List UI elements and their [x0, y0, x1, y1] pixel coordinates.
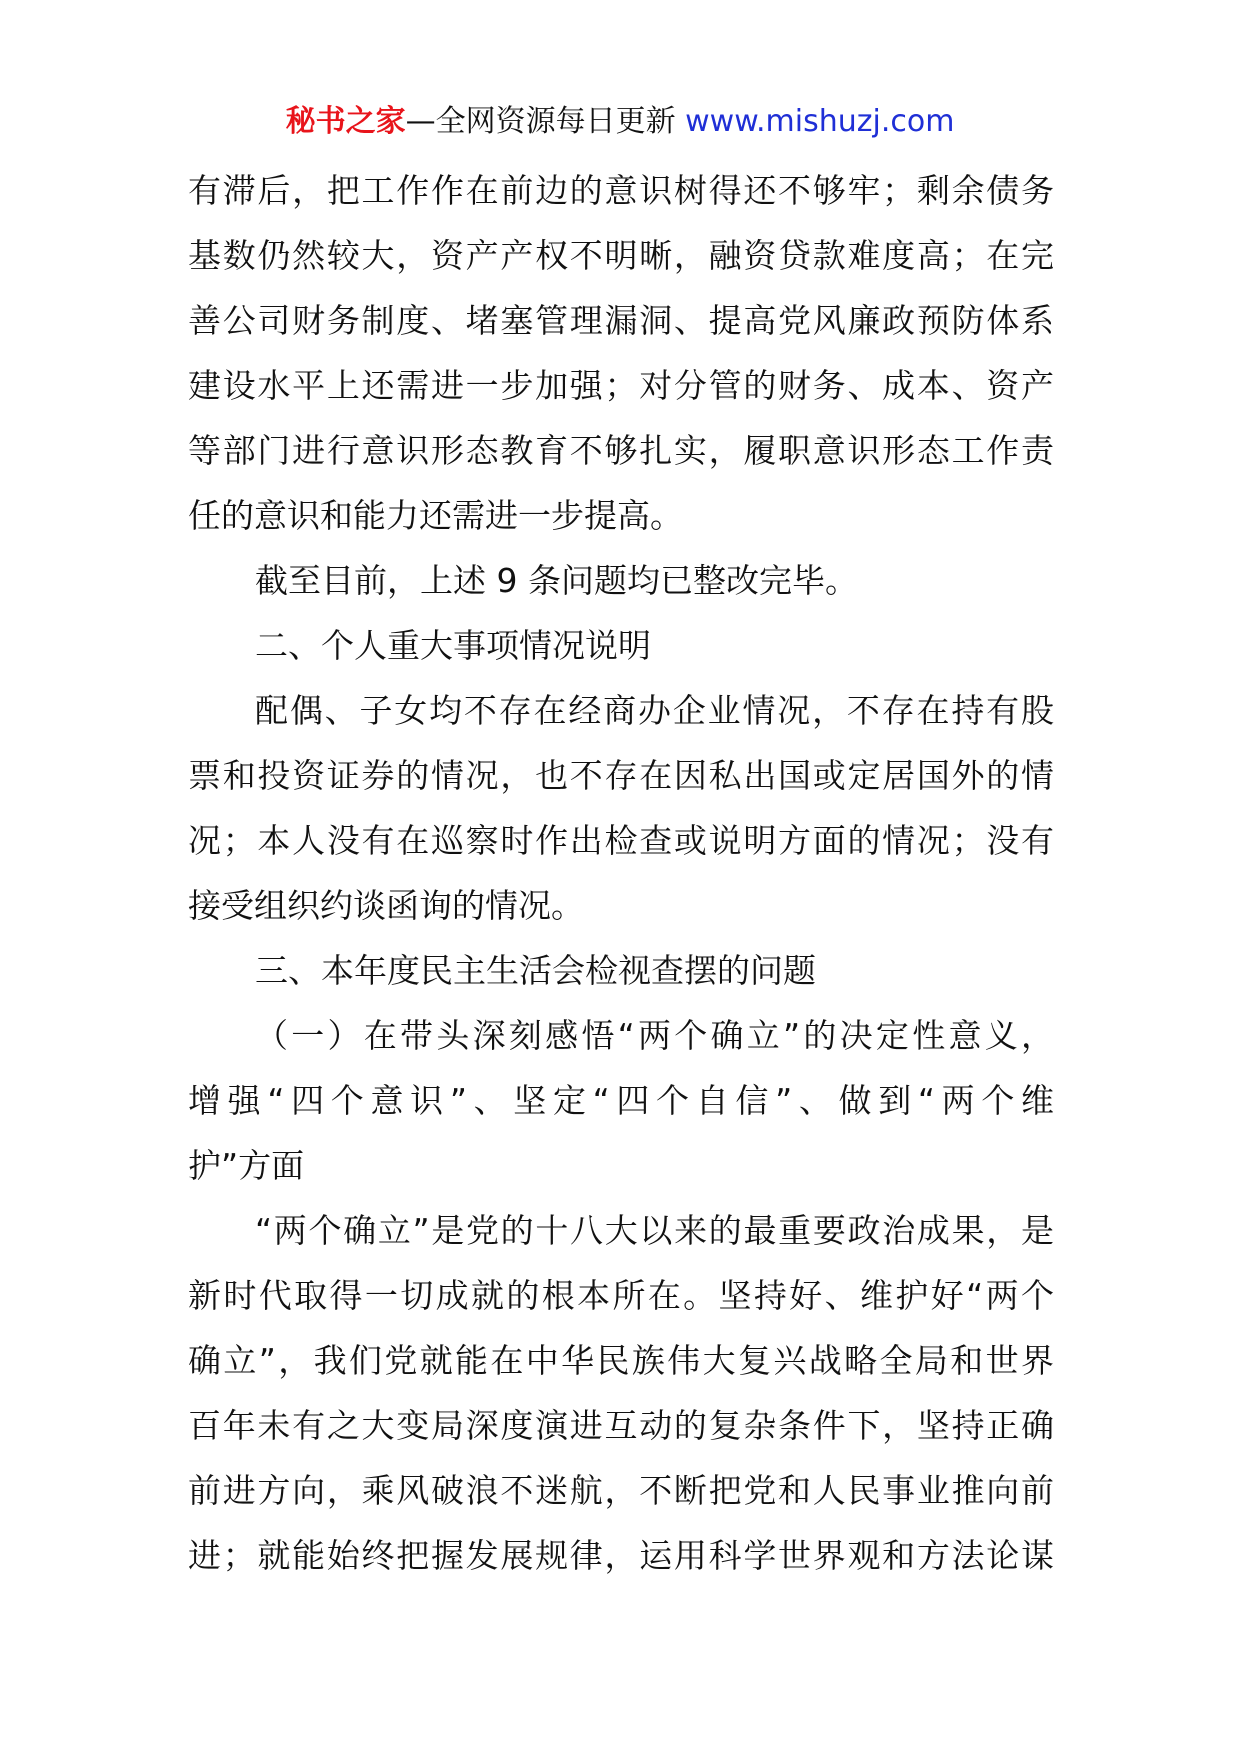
text-line: 进；就能始终把握发展规律，运用科学世界观和方法论谋 — [188, 1536, 1054, 1575]
text-line: 新时代取得一切成就的根本所在。坚持好、维护好“两个 — [188, 1276, 1054, 1315]
text-line: 等部门进行意识形态教育不够扎实，履职意识形态工作责 — [188, 431, 1054, 470]
text-line: 接受组织约谈函询的情况。 — [188, 886, 584, 925]
paragraph — [188, 548, 1054, 613]
paragraph — [188, 1198, 1054, 1588]
text-line: 百年未有之大变局深度演进互动的复杂条件下，坚持正确 — [188, 1406, 1054, 1445]
text-line: 况；本人没有在巡察时作出检查或说明方面的情况；没有 — [188, 821, 1054, 860]
text-line: 建设水平上还需进一步加强；对分管的财务、成本、资产 — [188, 366, 1054, 405]
text-line: 截至目前，上述 9 条问题均已整改完毕。 — [255, 561, 858, 600]
paragraph — [188, 1003, 1054, 1198]
paragraph — [188, 938, 1054, 1003]
text-line: 二、个人重大事项情况说明 — [255, 626, 651, 665]
text-line: 基数仍然较大，资产产权不明晰，融资贷款难度高；在完 — [188, 236, 1054, 275]
text-line: 前进方向，乘风破浪不迷航，不断把党和人民事业推向前 — [188, 1471, 1054, 1510]
text-line: 票和投资证券的情况，也不存在因私出国或定居国外的情 — [188, 756, 1054, 795]
text-line: 三、本年度民主生活会检视查摆的问题 — [255, 951, 816, 990]
text-line: 任的意识和能力还需进一步提高。 — [188, 496, 683, 535]
site-header — [0, 100, 1240, 144]
text-line: 配偶、子女均不存在经商办企业情况，不存在持有股 — [255, 691, 1054, 730]
text-line: 确立”，我们党就能在中华民族伟大复兴战略全局和世界 — [188, 1341, 1054, 1380]
paragraph — [188, 613, 1054, 678]
text-line: 护”方面 — [188, 1146, 305, 1185]
site-url-link[interactable]: www.mishuzj.com — [685, 104, 955, 139]
paragraph — [188, 678, 1054, 938]
document-body — [188, 158, 1054, 1588]
text-line: 有滞后，把工作作在前边的意识树得还不够牢；剩余债务 — [188, 171, 1054, 210]
paragraph — [188, 158, 1054, 548]
text-line: （一）在带头深刻感悟“两个确立”的决定性意义， — [255, 1016, 1054, 1055]
text-line: 善公司财务制度、堵塞管理漏洞、提高党风廉政预防体系 — [188, 301, 1054, 340]
site-brand: 秘书之家 — [285, 104, 406, 139]
text-line: 增强“四个意识”、坚定“四个自信”、做到“两个维 — [188, 1081, 1054, 1120]
site-tagline: —全网资源每日更新 — [405, 104, 686, 139]
text-line: “两个确立”是党的十八大以来的最重要政治成果，是 — [255, 1211, 1054, 1250]
